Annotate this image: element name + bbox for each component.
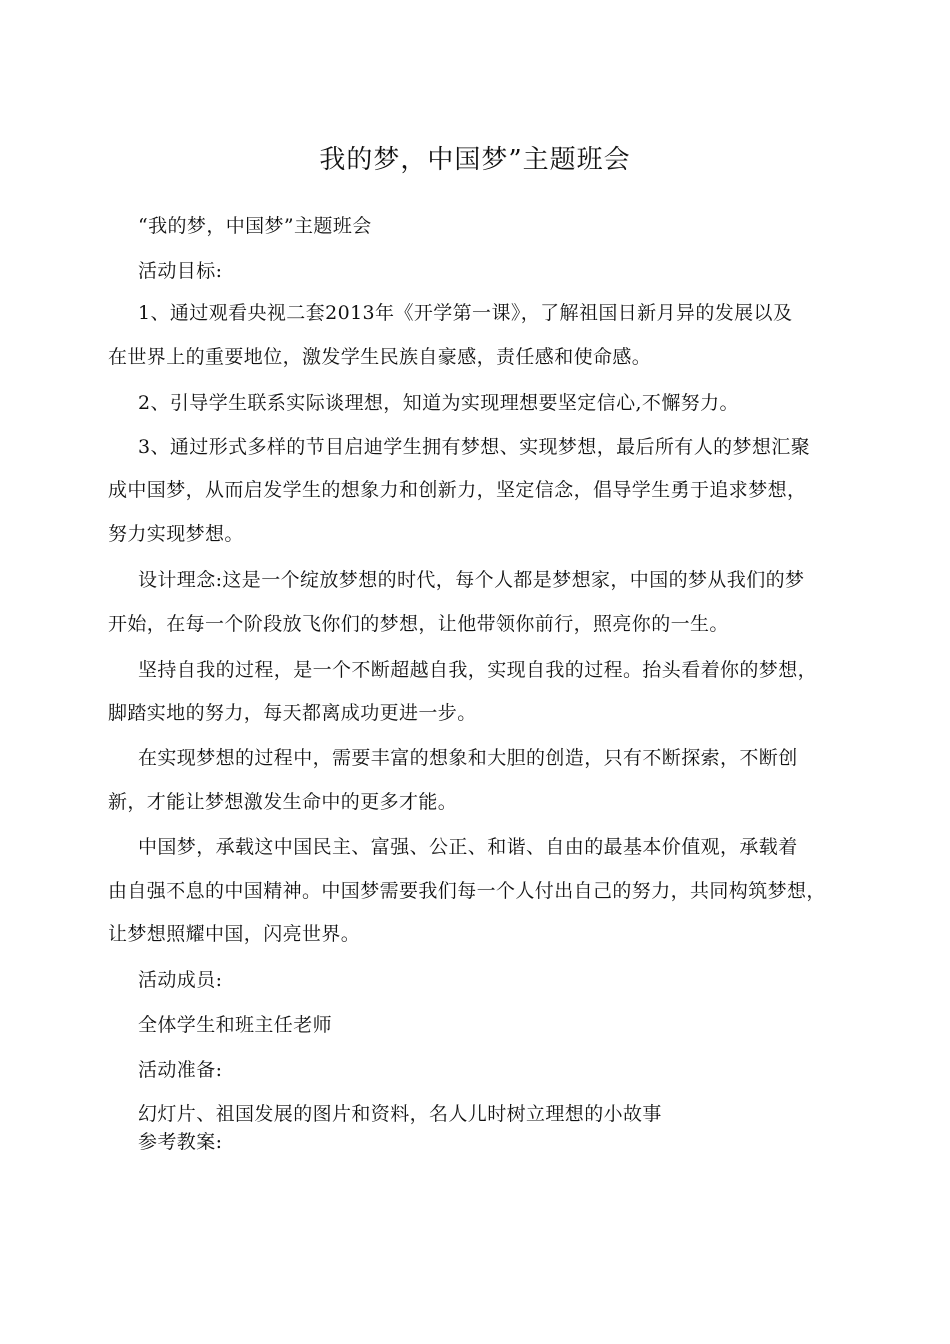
- paragraph-line: 1、通过观看央视二套2013年《开学第一课》，了解祖国日新月异的发展以及: [138, 302, 793, 324]
- paragraph-line: 努力实现梦想。: [108, 523, 244, 545]
- paragraph-line: 中国梦，承载这中国民主、富强、公正、和谐、自由的最基本价值观，承载着: [138, 836, 798, 858]
- paragraph-line: 由自强不息的中国精神。中国梦需要我们每一个人付出自己的努力，共同构筑梦想，: [108, 880, 826, 902]
- section-heading-members: 活动成员:: [138, 969, 223, 991]
- section-heading-preparation: 活动准备:: [138, 1059, 223, 1081]
- document-title: 我的梦，中国梦”主题班会: [319, 145, 631, 175]
- paragraph-line: 坚持自我的过程，是一个不断超越自我，实现自我的过程。抬头看着你的梦想，: [138, 659, 818, 681]
- paragraph-line: 全体学生和班主任老师: [138, 1014, 333, 1036]
- section-heading-lesson-plan: 参考教案:: [138, 1131, 223, 1153]
- paragraph-line: 让梦想照耀中国，闪亮世界。: [108, 923, 361, 945]
- paragraph-line: 设计理念:这是一个绽放梦想的时代，每个人都是梦想家，中国的梦从我们的梦: [138, 569, 805, 591]
- subtitle-line: “我的梦，中国梦”主题班会: [138, 215, 372, 237]
- paragraph-line: 在实现梦想的过程中，需要丰富的想象和大胆的创造，只有不断探索，不断创: [138, 747, 798, 769]
- paragraph-line: 成中国梦，从而启发学生的想象力和创新力，坚定信念，倡导学生勇于追求梦想，: [108, 479, 807, 501]
- paragraph-line: 在世界上的重要地位，激发学生民族自豪感，责任感和使命感。: [108, 346, 652, 368]
- paragraph-line: 2、引导学生联系实际谈理想，知道为实现理想要坚定信心,不懈努力。: [138, 392, 739, 414]
- paragraph-line: 脚踏实地的努力，每天都离成功更进一步。: [108, 702, 477, 724]
- paragraph-line: 3、通过形式多样的节目启迪学生拥有梦想、实现梦想，最后所有人的梦想汇聚: [138, 436, 811, 458]
- paragraph-line: 幻灯片、祖国发展的图片和资料，名人儿时树立理想的小故事: [138, 1103, 662, 1125]
- paragraph-line: 新，才能让梦想激发生命中的更多才能。: [108, 791, 458, 813]
- section-heading-goals: 活动目标:: [138, 260, 223, 282]
- paragraph-line: 开始，在每一个阶段放飞你们的梦想，让他带领你前行，照亮你的一生。: [108, 613, 729, 635]
